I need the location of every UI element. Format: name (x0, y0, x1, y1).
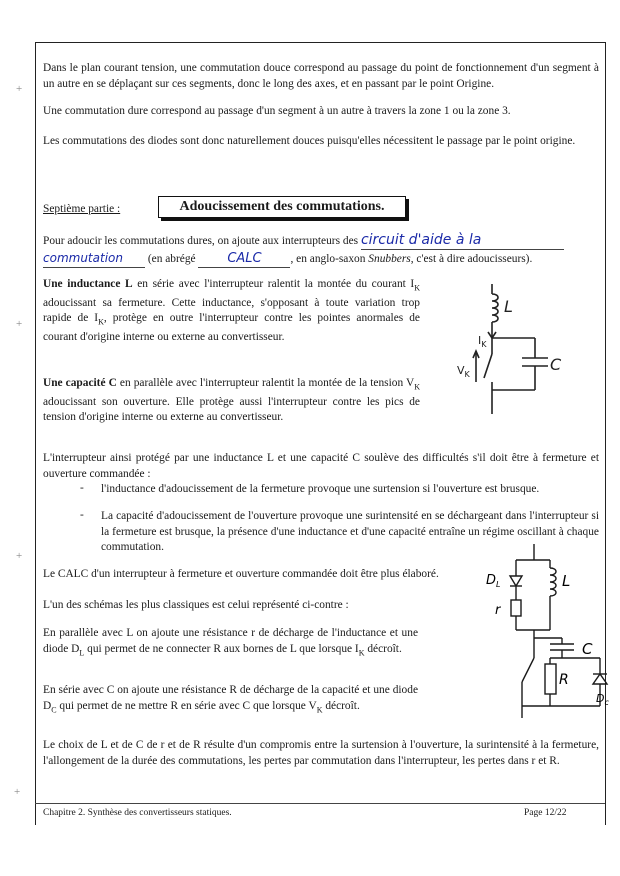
subscript: c (604, 698, 609, 707)
margin-mark: + (14, 786, 21, 798)
inductance-text-2: adoucissant sa fermeture. Cette inductance, s'opposant à toute variation trop rapide de I (43, 296, 420, 325)
parallele-text-1: En parallèle avec L on ajoute une résistance r de décharge de l'inductance et une diode D (43, 627, 418, 655)
paragraph-commutation-dure: Une commutation dure correspond au passage d'un segment à un autre à travers la zone 1 ou la zone 3. (43, 105, 511, 117)
capacite-bold: Une capacité C (43, 377, 117, 389)
snubber-lc-diagram (440, 282, 570, 422)
margin-mark: + (16, 318, 23, 330)
subscript: K (464, 370, 470, 379)
subscript: L (79, 647, 85, 657)
subscript: K (414, 283, 420, 293)
paragraph-commutation-douce: Dans le plan courant tension, une commutation douce correspond au passage du point de fonctionnement d'un segment à un autre en se déplaçant sur ces segments, donc le long des axes, et en passant par le point Origine. (43, 62, 599, 90)
paragraph-parallele (43, 626, 418, 660)
margin-mark: + (16, 83, 23, 95)
subscript: C (51, 704, 57, 714)
subscript: K (414, 382, 421, 392)
paragraph-diodes: Les commutations des diodes sont donc naturellement douces puisqu'elles nécessitent le passage par le point origine. (43, 135, 576, 147)
handwritten-circuit: circuit d'aide à la (360, 232, 482, 248)
intro-text-2: (en abrégé (147, 253, 196, 265)
parallele-text-3: décroît. (364, 642, 402, 655)
handwritten-blank-1 (361, 232, 564, 250)
intro-text-3: , en anglo-saxon (290, 253, 366, 265)
paragraph-calc: Le CALC d'un interrupteur à fermeture et ouverture commandée doit être plus élaboré. (43, 568, 439, 580)
paragraph-capacite (43, 376, 420, 426)
serie-text-2: qui permet de ne mettre R en série avec C que lorsque V (56, 699, 317, 712)
paragraph-inductance (43, 277, 420, 346)
bullet-dash: - (80, 482, 84, 494)
paragraph-protege: L'interrupteur ainsi protégé par une inductance L et une capacité C soulève des difficultés s'il doit être à fermeture et ouverture commandée : (43, 452, 599, 480)
label-c: C (550, 355, 562, 374)
label-l: L (562, 572, 571, 590)
label-ik-main: I (478, 334, 482, 347)
serie-text-3: décroît. (322, 699, 360, 712)
label-ik (478, 334, 487, 349)
bullet-dash: - (80, 509, 84, 521)
serie-text-1: En série avec C on ajoute une résistance R de décharge de la capacité et une diode D (43, 684, 418, 712)
label-dc-main: D (596, 692, 605, 705)
capacite-text-2: adoucissant son ouverture. Elle protège aussi l'interrupteur contre les pics de tension d'origine interne ou externe au convertisseur. (43, 395, 420, 424)
footer-divider (35, 803, 605, 804)
margin-mark: + (16, 550, 23, 562)
subscript: K (316, 704, 323, 714)
subscript: K (481, 340, 487, 349)
intro-text-1: Pour adoucir les commutations dures, on ajoute aux interrupteurs des (43, 235, 359, 247)
handwritten-blank-2 (43, 250, 145, 268)
label-dc (596, 692, 609, 707)
intro-snubbers: Snubbers (368, 253, 411, 265)
label-c: C (582, 640, 593, 658)
paragraph-schemas: L'un des schémas les plus classiques est celui représenté ci-contre : (43, 599, 349, 611)
bullet-item: La capacité d'adoucissement de l'ouverture provoque une surintensité en se déchargeant dans l'interrupteur si la fermeture est brusque, la présence d'une inductance et d'une capacité entraîne un régime oscillant à chaque commutation. (101, 510, 599, 553)
inductance-text: en série avec l'interrupteur ralentit la montée du courant I (132, 278, 415, 290)
subscript: K (358, 647, 365, 657)
label-l: L (504, 297, 513, 316)
label-r-large: R (559, 672, 569, 688)
inductance-text-3: , protège en outre l'interrupteur contre les pointes anormales de courant d'origine interne ou externe au convertisseur. (43, 312, 420, 344)
section-label: Septième partie : (43, 203, 121, 215)
label-dl-main: D (486, 573, 497, 588)
paragraph-choix: Le choix de L et de C de r et de R résulte d'un compromis entre la surtension à l'ouverture, la surintensité à la fermeture, l'allongement de la durée des commutations, les pertes par commutation dans l'interrupteur, les pertes dans r et R. (43, 739, 599, 767)
paragraph-serie (43, 683, 418, 717)
label-dl (486, 573, 500, 589)
label-vk (457, 364, 471, 379)
label-vk-main: V (457, 364, 465, 377)
label-r-small: r (495, 603, 501, 618)
section-title: Adoucissement des commutations. (158, 196, 406, 218)
inductance-bold: Une inductance L (43, 278, 133, 290)
bullet-item: l'inductance d'adoucissement de la fermeture provoque une surtension si l'ouverture est brusque. (101, 483, 540, 495)
handwritten-blank-3 (198, 251, 290, 268)
handwritten-commutation: commutation (43, 251, 123, 265)
subscript: L (496, 580, 501, 589)
handwritten-calc: CALC (227, 251, 262, 266)
subscript: K (98, 317, 104, 327)
paragraph-intro (43, 232, 603, 268)
capacite-text: en parallèle avec l'interrupteur ralentit la montée de la tension V (116, 377, 415, 389)
parallele-text-2: qui permet de ne connecter R aux bornes de L que lorsque I (84, 642, 359, 655)
footer-page-number: Page 12/22 (524, 808, 567, 818)
calc-circuit-diagram (482, 542, 617, 722)
footer-chapter: Chapitre 2. Synthèse des convertisseurs statiques. (43, 808, 232, 818)
intro-text-4: , c'est à dire adoucisseurs). (410, 253, 533, 265)
